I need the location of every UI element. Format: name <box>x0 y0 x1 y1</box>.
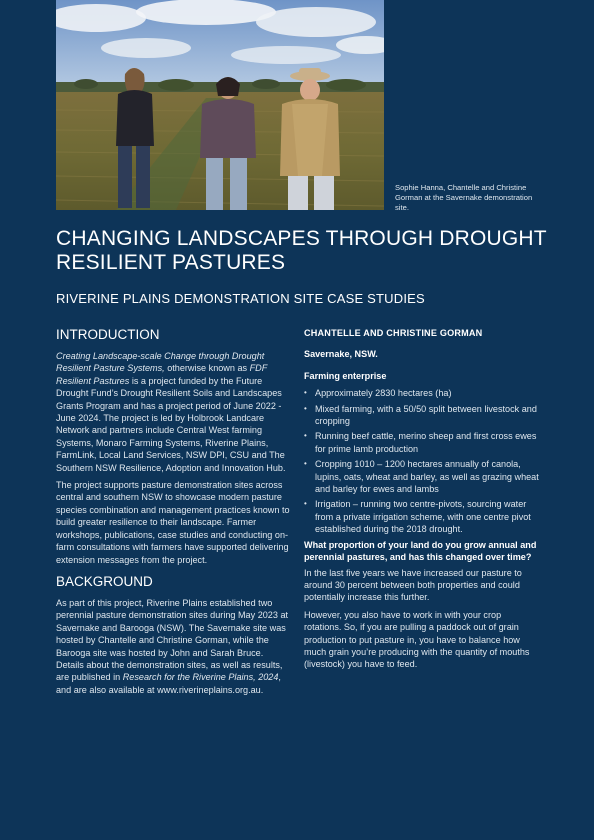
host-names: CHANTELLE AND CHRISTINE GORMAN <box>304 328 483 338</box>
background-text-1: As part of this project, Riverine Plains established two perennial pasture demonstration sites during May 2023 at Savernake and Barooga (NSW). The Savernake site was hosted by Chantelle and Christine Gorman, while the Barooga site was hosted by John and Sarah Bruce. Details about the demonstration sites, as well as results, are published in <box>56 597 289 683</box>
farming-enterprise-heading: Farming enterprise <box>304 370 387 381</box>
page-title: CHANGING LANDSCAPES THROUGH DROUGHT RESILIENT PASTURES <box>56 227 547 274</box>
answer-paragraph-1: In the last five years we have increased our pasture to around 30 percent between both properties and could potentially increase this further. <box>304 567 522 603</box>
host-location: Savernake, NSW. <box>304 349 378 360</box>
interview-question: What proportion of your land do you grow annual and perennial pastures, and has this changed over time? <box>304 539 537 563</box>
field-photo-illustration <box>56 0 384 210</box>
introduction-paragraph-2: The project supports pasture demonstration sites across central and southern NSW to showcase modern pasture species combination and management practices known to build greater resilience to their landscape. Farmer workshops, publications, case studies and conducting on-farm consultations with farmers have supported delivering extension messages from the project. <box>56 480 290 565</box>
list-item: • Running beef cattle, merino sheep and first cross ewes for prime lamb production <box>304 430 540 455</box>
publication-name-italic: Research for the Riverine Plains, 2024 <box>122 672 279 683</box>
right-column <box>304 327 540 676</box>
intro-text-2: is a project funded by the Future Drought Fund’s Drought Resilient Soils and Landscapes Grants Program and has a project period of June 2022 - June 2024. The project is led by Holbrook Landcare Network and partners include Central West farming Systems, Monaro Farming Systems, Riverine Plains, FarmLink, Local Land Services, NSW DPI, CSU and The Southern NSW Resilience, Adoption and Innovation Hub. <box>56 375 286 473</box>
background-heading: BACKGROUND <box>56 573 153 589</box>
answer-paragraph-2: However, you also have to work in with your crop rotations. So, if you are pulling a paddock out of grain production to put pasture in, you have to balance how much grain you’re producing with the quantity of mouths (livestock) you have to feed. <box>304 609 530 670</box>
page-subtitle: RIVERINE PLAINS DEMONSTRATION SITE CASE STUDIES <box>56 291 425 306</box>
background-text-2: , and are also available at www.riverineplains.org.au. <box>56 672 281 695</box>
enterprise-list <box>304 387 540 535</box>
list-item: • Irrigation – running two centre-pivots, sourcing water from a private irrigation scheme, with one centre pivot established during the 2018 drought. <box>304 498 540 535</box>
project-name-italic: Creating Landscape-scale Change through Drought Resilient Pasture Systems, <box>56 351 265 374</box>
intro-text-1: otherwise known as <box>164 363 250 374</box>
list-item: • Approximately 2830 hectares (ha) <box>304 387 540 399</box>
project-short-name-italic: FDF Resilient Pastures <box>56 363 268 386</box>
left-column <box>56 327 292 701</box>
photo-caption: Sophie Hanna, Chantelle and Christine Gorman at the Savernake demonstration site. <box>395 183 533 212</box>
introduction-paragraph-1 <box>56 350 292 474</box>
background-paragraph <box>56 597 292 696</box>
introduction-heading: INTRODUCTION <box>56 327 160 342</box>
list-item: • Mixed farming, with a 50/50 split between livestock and cropping <box>304 403 540 428</box>
list-item: • Cropping 1010 – 1200 hectares annually of canola, lupins, oats, wheat and barley, as well as grazing wheat and barley for ewes and lambs <box>304 458 540 495</box>
field-photo <box>56 0 384 210</box>
